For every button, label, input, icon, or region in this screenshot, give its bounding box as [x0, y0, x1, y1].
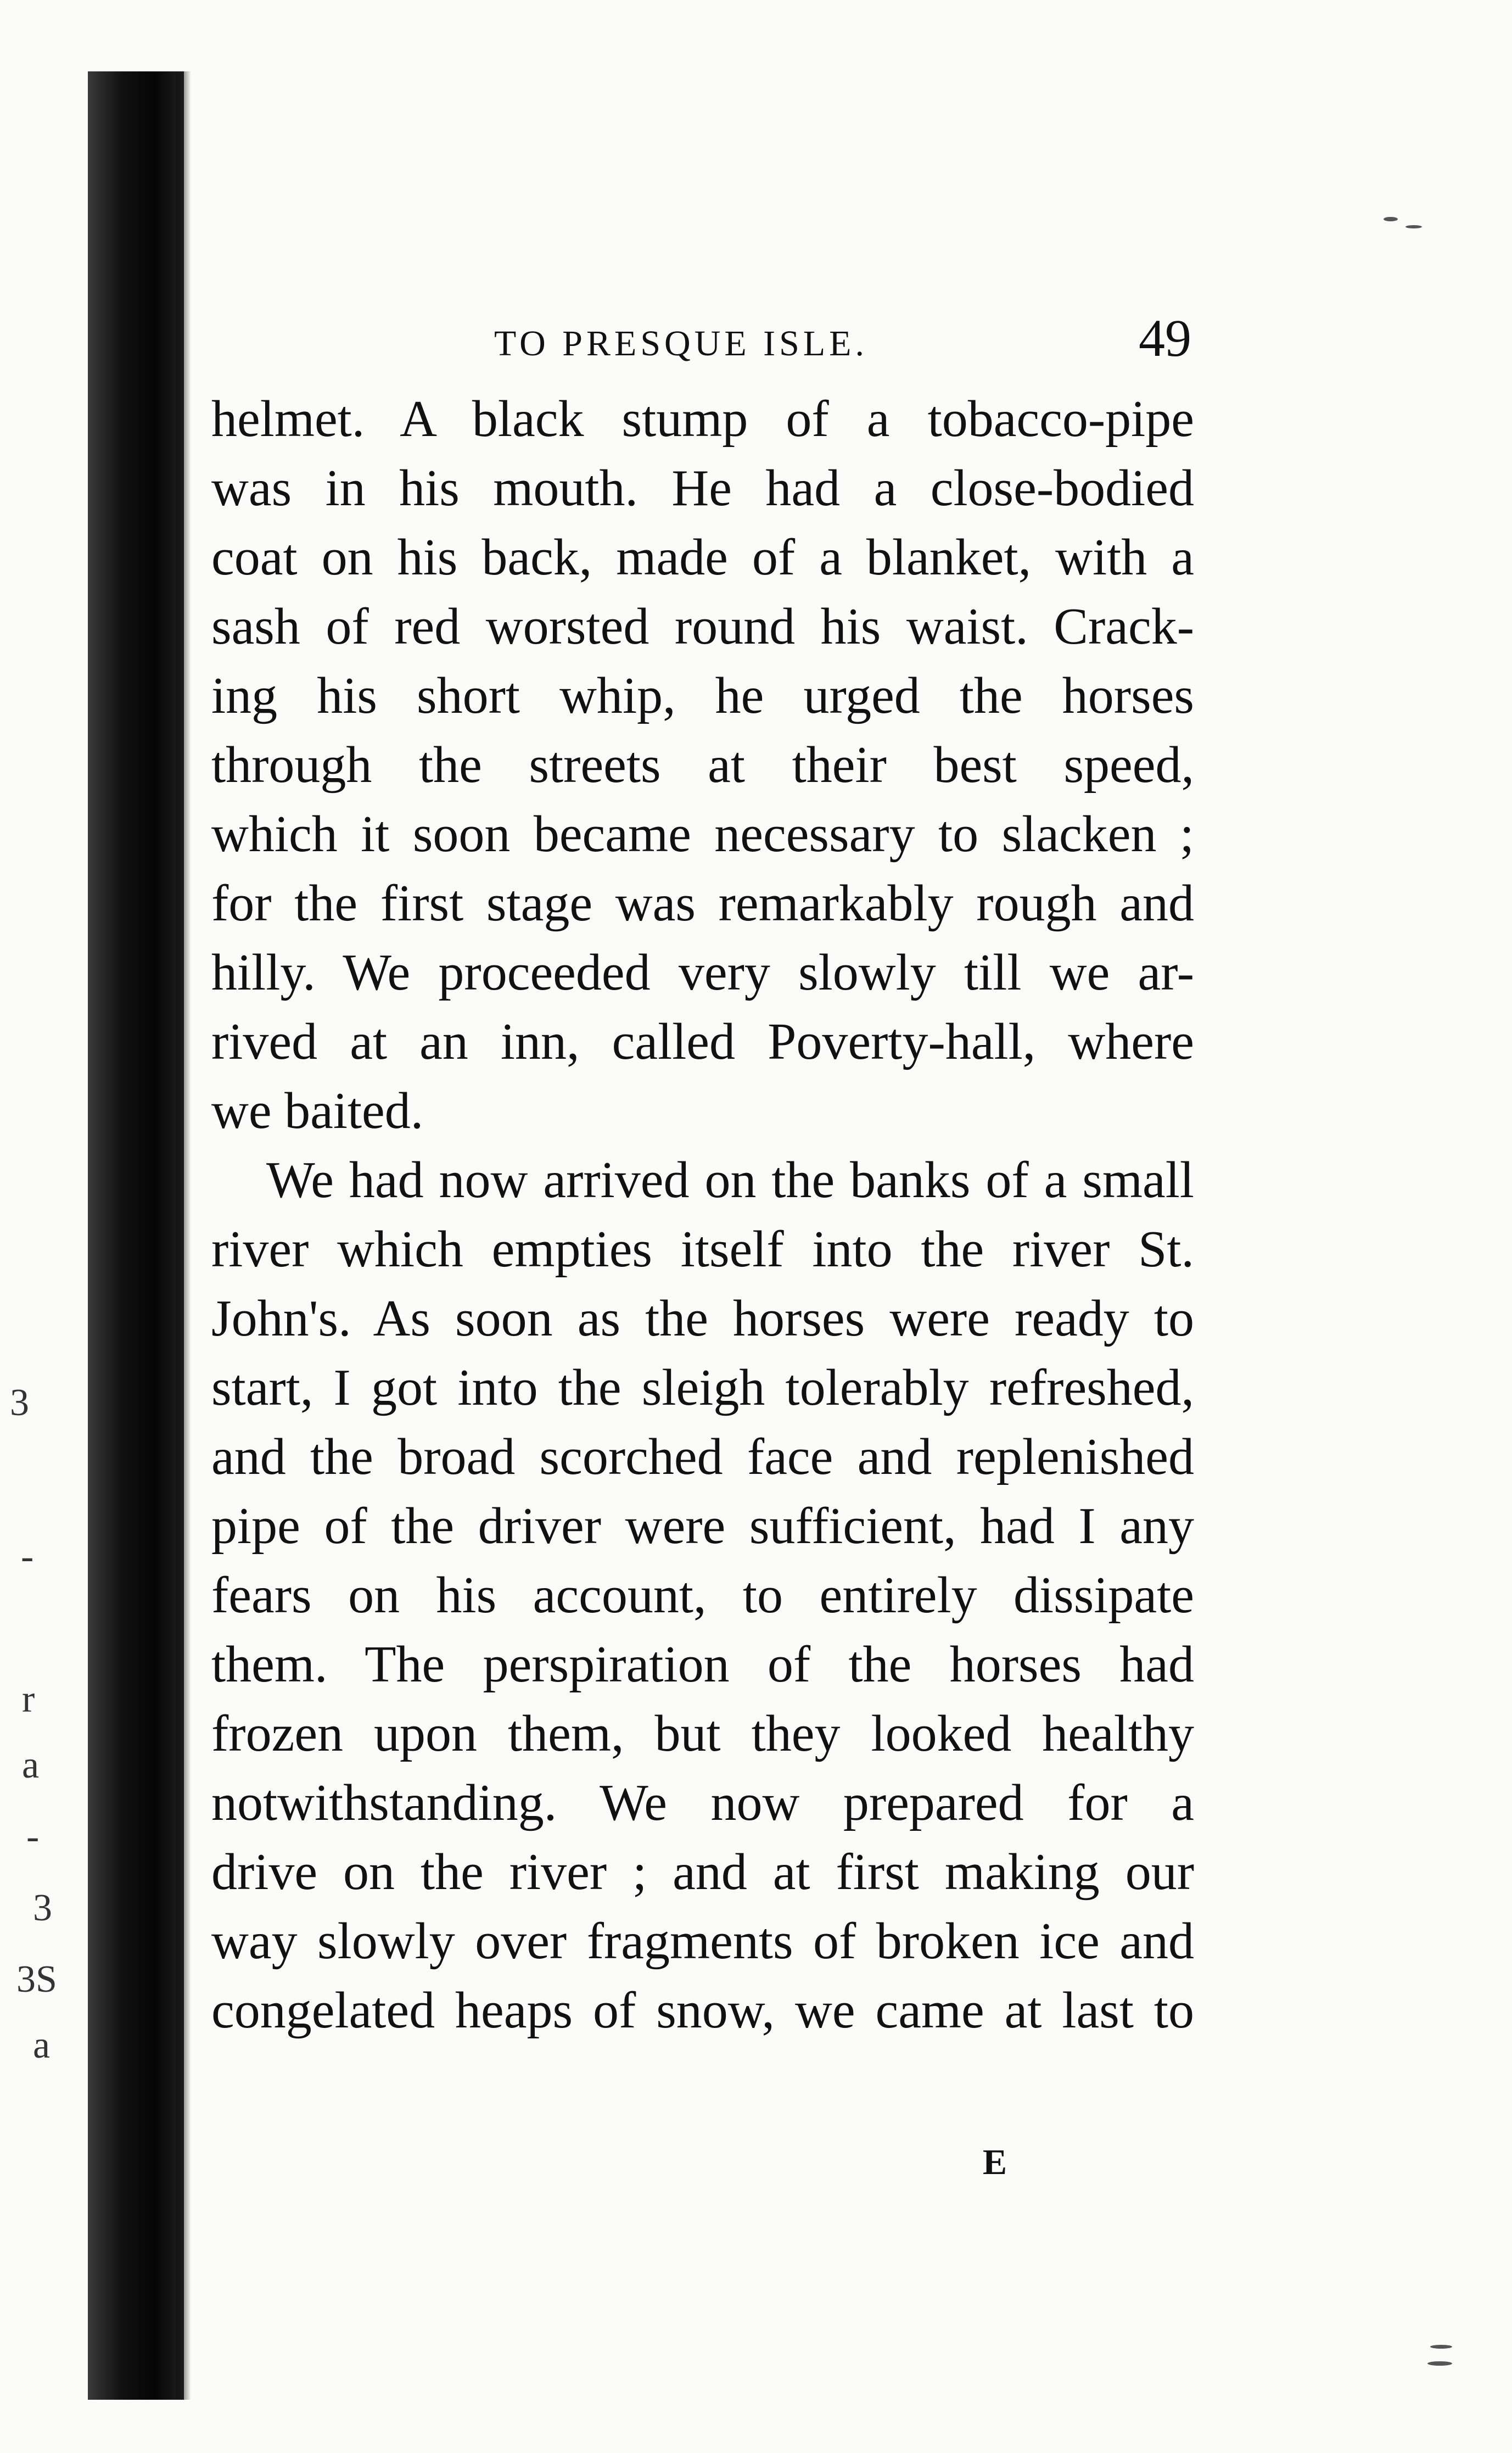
text-line: start, I got into the sleigh tolerably refreshed,	[211, 1359, 1194, 1416]
text-line: river which empties itself into the river St.	[211, 1221, 1194, 1278]
text-line: fears on his account, to entirely dissipate	[211, 1567, 1194, 1624]
text-line: frozen upon them, but they looked healthy	[211, 1705, 1194, 1762]
text-line: sash of red worsted round his waist. Crack-	[211, 598, 1194, 655]
paragraph-2	[211, 1146, 1194, 2045]
text-line: hilly. We proceeded very slowly till we ar-	[211, 944, 1194, 1001]
text-line: congelated heaps of snow, we came at last to	[211, 1982, 1194, 2039]
text-line: We had now arrived on the banks of a small	[266, 1152, 1194, 1209]
margin-fragment: 3	[10, 1382, 29, 1424]
page-number: 49	[1139, 309, 1191, 367]
running-head	[209, 308, 1191, 373]
margin-fragment: a	[33, 2024, 51, 2066]
text-line: them. The perspiration of the horses had	[211, 1636, 1194, 1693]
text-line: notwithstanding. We now prepared for a	[211, 1774, 1194, 1831]
paragraph-1	[211, 384, 1194, 1146]
text-line: and the broad scorched face and replenished	[211, 1428, 1194, 1485]
margin-fragment: -	[26, 1815, 40, 1858]
text-line: ing his short whip, he urged the horses	[211, 667, 1194, 724]
text-line: pipe of the driver were sufficient, had I any	[211, 1497, 1194, 1555]
text-line: through the streets at their best speed,	[211, 736, 1194, 794]
text-line: drive on the river ; and at first making our	[211, 1843, 1194, 1901]
text-line: rived at an inn, called Poverty-hall, where	[211, 1013, 1194, 1070]
text-line: we baited.	[211, 1082, 424, 1139]
dust-speck	[1405, 225, 1422, 228]
dust-speck	[1384, 217, 1398, 221]
margin-fragment: r	[22, 1678, 35, 1720]
text-line: for the first stage was remarkably rough and	[211, 875, 1194, 932]
margin-fragment: 3S	[16, 1958, 57, 2001]
text-line: way slowly over fragments of broken ice and	[211, 1913, 1194, 1970]
margin-fragment: -	[21, 1535, 34, 1578]
margin-fragment: 3	[33, 1887, 52, 1929]
binding-gutter-edge	[176, 71, 191, 2400]
running-title: TO PRESQUE ISLE.	[494, 323, 868, 364]
text-line: was in his mouth. He had a close-bodied	[211, 460, 1194, 517]
margin-fragment: a	[22, 1744, 40, 1786]
facing-page-fragments	[0, 0, 82, 2453]
binding-gutter-shadow	[88, 71, 184, 2400]
text-line: John's. As soon as the horses were ready to	[211, 1290, 1194, 1347]
dust-speck	[1427, 2361, 1452, 2366]
text-line: helmet. A black stump of a tobacco-pipe	[211, 390, 1194, 448]
dust-speck	[1430, 2345, 1452, 2349]
text-line: which it soon became necessary to slacken ;	[211, 806, 1194, 863]
text-line: coat on his back, made of a blanket, with a	[211, 529, 1194, 586]
body-text	[211, 384, 1194, 2045]
signature-mark: E	[983, 2142, 1010, 2182]
